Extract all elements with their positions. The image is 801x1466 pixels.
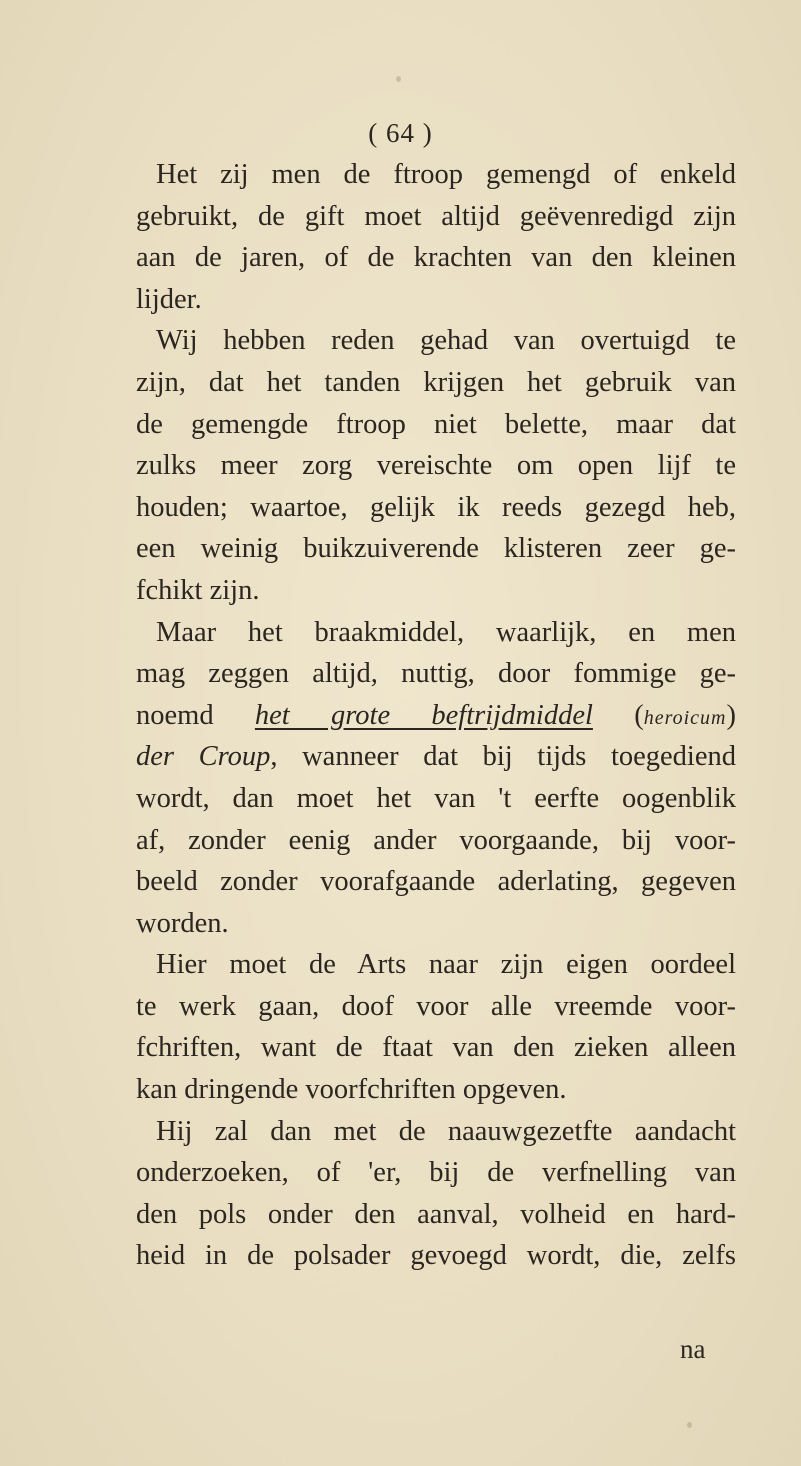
text-line: een weinig buikzuiverende klisteren zeer ge- [136, 533, 736, 565]
catchword: na [680, 1334, 706, 1364]
text-line: te werk gaan, doof voor alle vreemde voor- [136, 990, 736, 1022]
text-line: fchriften, want de ftaat van den zieken alleen [136, 1032, 736, 1064]
line-segment: ) [726, 699, 736, 731]
text-line: wordt, dan moet het van 't eerfte oogenblik [136, 782, 736, 814]
text-line: zulks meer zorg vereischte om open lijf te [136, 450, 736, 482]
body-text [136, 154, 736, 1277]
text-line: onderzoeken, of 'er, bij de verfnelling van [136, 1157, 736, 1189]
text-line: Maar het braakmiddel, waarlijk, en men [156, 616, 736, 648]
text-line: Hier moet de Arts naar zijn eigen oordeel [156, 949, 736, 981]
text-line: af, zonder eenig ander voorgaande, bij voor- [136, 824, 736, 856]
line-segment: noemd [136, 699, 255, 731]
text-line-mixed [136, 695, 736, 737]
text-line: de gemengde ftroop niet belette, maar dat [136, 408, 736, 440]
paper-stain [687, 1422, 692, 1428]
line-segment: , wanneer dat bij tijds toegediend [270, 741, 736, 773]
text-line: fchikt zijn. [136, 574, 260, 606]
smallcaps-term: heroicum [643, 706, 727, 729]
text-line: zijn, dat het tanden krijgen het gebruik van [136, 366, 736, 398]
italic-phrase: der Croup [136, 741, 271, 773]
text-line-mixed [136, 736, 736, 778]
text-line: lijder. [136, 283, 202, 315]
text-line: worden. [136, 907, 229, 939]
text-line: kan dringende voorfchriften opgeven. [136, 1074, 567, 1106]
text-line: houden; waartoe, gelijk ik reeds gezegd heb, [136, 491, 736, 523]
page-number: ( 64 ) [368, 118, 433, 148]
line-segment: ( [592, 699, 644, 731]
text-line: gebruikt, de gift moet altijd geëvenredigd zijn [136, 200, 736, 232]
text-line: Wij hebben reden gehad van overtuigd te [156, 325, 736, 357]
italic-phrase: het grote beftrijdmiddel [254, 699, 593, 731]
text-line: Hij zal dan met de naauwgezetfte aandacht [156, 1115, 736, 1147]
text-line: Het zij men de ftroop gemengd of enkeld [156, 159, 736, 190]
text-line: beeld zonder voorafgaande aderlating, gegeven [136, 866, 736, 898]
text-line: aan de jaren, of de krachten van den kleinen [136, 242, 736, 274]
text-line: mag zeggen altijd, nuttig, door fommige ge- [136, 658, 736, 690]
paper-stain [396, 76, 401, 82]
text-line: heid in de polsader gevoegd wordt, die, zelfs [136, 1240, 736, 1272]
text-line: den pols onder den aanval, volheid en hard- [136, 1198, 736, 1230]
